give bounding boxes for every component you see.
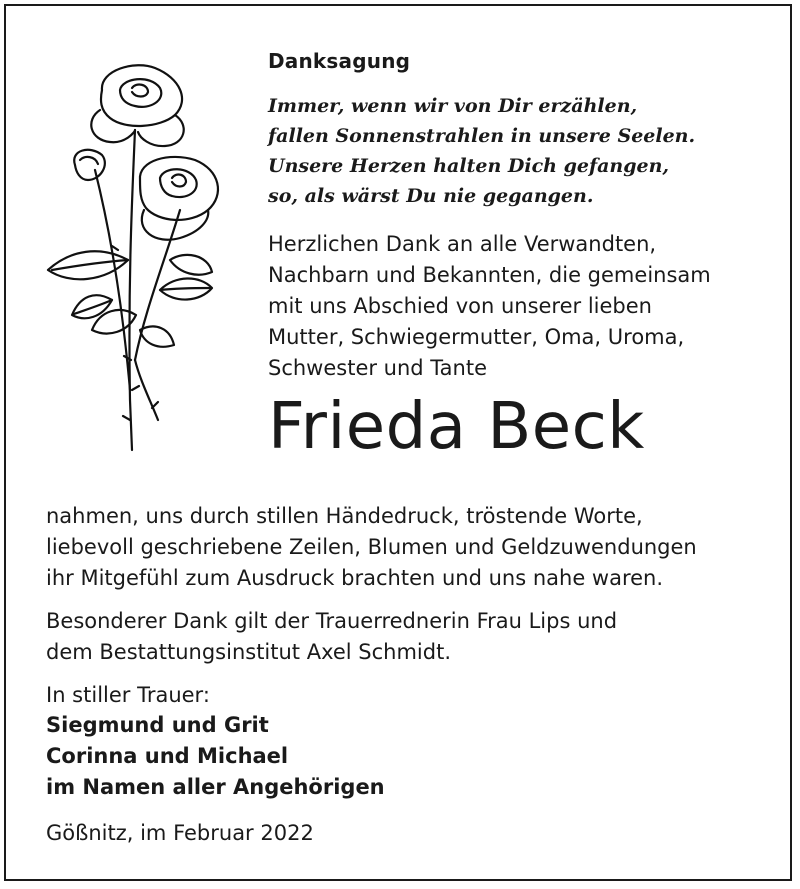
continuation-line: nahmen, uns durch stillen Händedruck, tröstende Worte, bbox=[46, 504, 643, 528]
signatory: Corinna und Michael bbox=[46, 744, 289, 768]
thanks-paragraph bbox=[268, 229, 711, 384]
continuation-line: liebevoll geschriebene Zeilen, Blumen und Geldzuwendungen bbox=[46, 535, 697, 559]
thanks-line: Schwester und Tante bbox=[268, 356, 487, 380]
special-thanks-line: dem Bestattungsinstitut Axel Schmidt. bbox=[46, 640, 452, 664]
continuation-paragraph bbox=[46, 501, 697, 594]
special-thanks-paragraph bbox=[46, 606, 617, 668]
thanks-line: Nachbarn und Bekannten, die gemeinsam bbox=[268, 263, 711, 287]
poem-line: fallen Sonnenstrahlen in unsere Seelen. bbox=[268, 125, 696, 147]
poem-line: Unsere Herzen halten Dich gefangen, bbox=[268, 155, 670, 177]
signatory: im Namen aller Angehörigen bbox=[46, 775, 385, 799]
continuation-line: ihr Mitgefühl zum Ausdruck brachten und uns nahe waren. bbox=[46, 566, 664, 590]
thanks-line: Mutter, Schwiegermutter, Oma, Uroma, bbox=[268, 325, 685, 349]
mourning-block bbox=[46, 680, 385, 803]
special-thanks-line: Besonderer Dank gilt der Trauerrednerin Frau Lips und bbox=[46, 609, 618, 633]
poem-line: Immer, wenn wir von Dir erzählen, bbox=[268, 95, 638, 117]
signatory: Siegmund und Grit bbox=[46, 713, 269, 737]
poem bbox=[268, 91, 788, 211]
poem-line: so, als wärst Du nie gegangen. bbox=[268, 185, 594, 207]
roses-illustration-icon bbox=[40, 60, 230, 460]
notice-heading: Danksagung bbox=[268, 49, 411, 73]
thanks-line: Herzlichen Dank an alle Verwandten, bbox=[268, 232, 657, 256]
mourning-intro: In stiller Trauer: bbox=[46, 683, 210, 707]
deceased-name: Frieda Beck bbox=[268, 390, 645, 464]
thanks-line: mit uns Abschied von unserer lieben bbox=[268, 294, 652, 318]
place-date: Gößnitz, im Februar 2022 bbox=[46, 821, 314, 845]
